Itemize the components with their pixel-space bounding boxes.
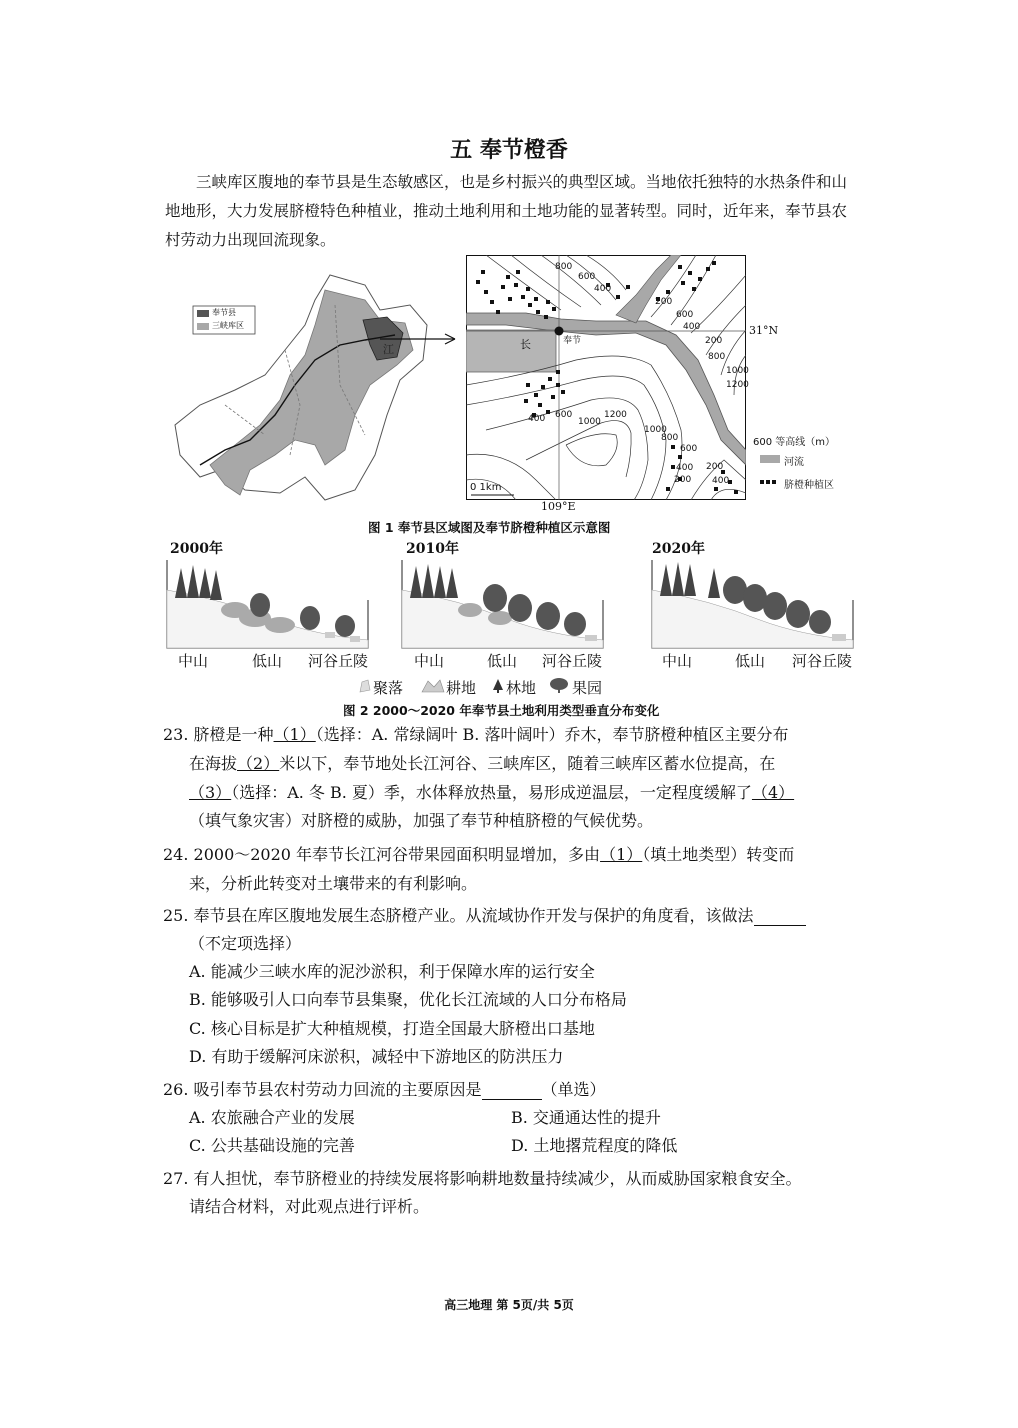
town-label: 奉节 xyxy=(563,336,582,346)
section-title: 五 奉节橙香 xyxy=(450,138,568,163)
panel-year: 2010年 xyxy=(406,541,459,557)
q24-blank-1[interactable]: （1） xyxy=(600,845,643,864)
contour-label: 200 xyxy=(705,336,723,346)
terrain-label: 低山 xyxy=(735,652,766,670)
contour-label: 400 xyxy=(676,463,694,473)
q26-option-d: D. 土地撂荒程度的降低 xyxy=(511,1136,678,1155)
q23-blank-1[interactable]: （1） xyxy=(273,725,316,744)
q25-text: 25. 奉节县在库区腹地发展生态脐橙产业。从流域协作开发与保护的角度看，该做法 xyxy=(163,906,754,925)
legend-county-label: 奉节县 xyxy=(212,308,236,317)
legend-settlement-label: 聚落 xyxy=(373,679,404,697)
longitude-label: 109°E xyxy=(541,500,576,513)
q23-text: （选择：A. 冬 B. 夏）季，水体释放热量，易形成逆温层，一定程度缓解了 xyxy=(231,783,752,802)
q25-option-d: D. 有助于缓解河床淤积，减轻中下游地区的防洪压力 xyxy=(189,1047,564,1066)
contour-label: 600 xyxy=(555,410,573,420)
contour-label: 400 xyxy=(594,284,612,294)
q26-option-a: A. 农旅融合产业的发展 xyxy=(189,1108,355,1127)
forest-icon xyxy=(491,678,505,694)
contour-label: 200 xyxy=(706,462,724,472)
contour-label: 1200 xyxy=(604,410,627,420)
landuse-panel-2000 xyxy=(165,560,370,650)
q25-option-a: A. 能减少三峡水库的泥沙淤积，利于保障水库的运行安全 xyxy=(189,962,595,981)
river-label-map: 长 xyxy=(520,338,531,351)
region-map xyxy=(165,265,465,505)
legend-river-swatch xyxy=(760,455,780,463)
q25-option-b: B. 能够吸引人口向奉节县集聚，优化长江流域的人口分布格局 xyxy=(189,990,627,1009)
terrain-label: 中山 xyxy=(662,652,693,670)
contour-label: 200 xyxy=(674,475,692,485)
contour-label: 400 xyxy=(683,322,701,332)
q24-text: 24. 2000～2020 年奉节长江河谷带果园面积明显增加，多由 xyxy=(163,845,601,864)
contour-label: 600 xyxy=(578,272,596,282)
legend-orchard-label: 脐橙种植区 xyxy=(784,480,834,491)
landuse-panel-2010 xyxy=(400,560,605,650)
terrain-label: 河谷丘陵 xyxy=(542,652,603,670)
q24-text: （填土地类型）转变而 xyxy=(642,845,795,864)
contour-label: 1200 xyxy=(726,380,749,390)
legend-reservoir-swatch xyxy=(197,323,209,330)
contour-label: 400 xyxy=(712,476,730,486)
q25-option-c: C. 核心目标是扩大种植规模，打造全国最大脐橙出口基地 xyxy=(189,1019,595,1038)
q23-line2 xyxy=(189,751,775,774)
farmland-icon xyxy=(420,678,446,694)
legend-orchard-swatch xyxy=(760,479,780,485)
legend-forest-label: 林地 xyxy=(506,679,537,697)
panel-year: 2000年 xyxy=(170,541,223,557)
page-footer: 高三地理 第 5页/共 5页 xyxy=(444,1298,574,1312)
q26-line1 xyxy=(163,1077,606,1100)
terrain-label: 河谷丘陵 xyxy=(308,652,369,670)
orchard-icon xyxy=(548,677,570,694)
contour-label: 800 xyxy=(555,262,573,272)
landuse-panel-2020 xyxy=(650,560,855,650)
legend-county-swatch xyxy=(197,310,209,317)
latitude-label: 31°N xyxy=(749,324,779,337)
q23-line4: （填气象灾害）对脐橙的威胁，加强了奉节种植脐橙的气候优势。 xyxy=(189,811,654,830)
q23-text: 23. 脐橙是一种 xyxy=(163,725,274,744)
contour-label: 800 xyxy=(661,433,679,443)
q23-blank-3[interactable]: （3） xyxy=(189,783,232,802)
contour-label: 1000 xyxy=(726,366,749,376)
q26-option-c: C. 公共基础设施的完善 xyxy=(189,1136,355,1155)
q26-text: （单选） xyxy=(541,1080,606,1099)
terrain-label: 低山 xyxy=(487,652,518,670)
figure1-caption: 图 1 奉节县区域图及奉节脐橙种植区示意图 xyxy=(368,520,611,535)
figure2-caption: 图 2 2000～2020 年奉节县土地利用类型垂直分布变化 xyxy=(343,703,660,718)
q26-text: 26. 吸引奉节县农村劳动力回流的主要原因是 xyxy=(163,1080,482,1099)
intro-paragraph: 三峡库区腹地的奉节县是生态敏感区，也是乡村振兴的典型区域。当地依托独特的水热条件和山地地形，大力发展脐橙特色种植业，推动土地利用和土地功能的显著转型。同时，近年来，奉节县农村劳动力出现回流现象。 xyxy=(165,173,848,249)
q23-line1 xyxy=(163,722,788,745)
panel-year: 2020年 xyxy=(652,541,705,557)
q26-option-b: B. 交通通达性的提升 xyxy=(511,1108,661,1127)
q26-answer-blank[interactable] xyxy=(482,1083,542,1100)
contour-label: 1000 xyxy=(578,417,601,427)
q27-line1: 27. 有人担忧，奉节脐橙业的持续发展将影响耕地数量持续减少，从而威胁国家粮食安全。 xyxy=(163,1169,802,1188)
terrain-label: 河谷丘陵 xyxy=(792,652,853,670)
contour-label: 1000 xyxy=(644,425,667,435)
scale-label: 0 1km xyxy=(470,482,502,493)
legend-orchard-label-fig2: 果园 xyxy=(572,679,603,697)
contour-label: 800 xyxy=(708,352,726,362)
q23-blank-2[interactable]: （2） xyxy=(237,754,280,773)
q23-text: 米以下，奉节地处长江河谷、三峡库区，随着三峡库区蓄水位提高，在 xyxy=(279,754,776,773)
q23-line3 xyxy=(189,780,794,803)
terrain-label: 中山 xyxy=(414,652,445,670)
terrain-label: 低山 xyxy=(252,652,283,670)
terrain-label: 中山 xyxy=(178,652,209,670)
q23-text: （选择：A. 常绿阔叶 B. 落叶阔叶）乔木，奉节脐橙种植区主要分布 xyxy=(315,725,789,744)
legend-reservoir-label: 三峡库区 xyxy=(212,321,244,330)
contour-label: 600 xyxy=(676,310,694,320)
q25-line2: （不定项选择） xyxy=(189,934,302,953)
legend-farmland-label: 耕地 xyxy=(446,679,477,697)
contour-label: 400 xyxy=(528,414,546,424)
contour-label: 600 xyxy=(680,444,698,454)
q23-blank-4[interactable]: （4） xyxy=(751,783,795,802)
q24-line2: 来，分析此转变对土壤带来的有利影响。 xyxy=(189,874,478,893)
legend-river-label: 河流 xyxy=(784,457,804,468)
q27-line2: 请结合材料，对此观点进行评析。 xyxy=(189,1197,430,1216)
q25-line1 xyxy=(163,903,806,926)
q24-line1 xyxy=(163,842,794,865)
settlement-icon xyxy=(358,678,372,694)
legend-contour-label: 600 等高线（m） xyxy=(753,437,836,448)
river-label-left: 江 xyxy=(383,343,394,356)
contour-label: 200 xyxy=(655,297,673,307)
q25-answer-blank[interactable] xyxy=(754,909,806,926)
q23-text: 在海拔 xyxy=(189,754,238,773)
